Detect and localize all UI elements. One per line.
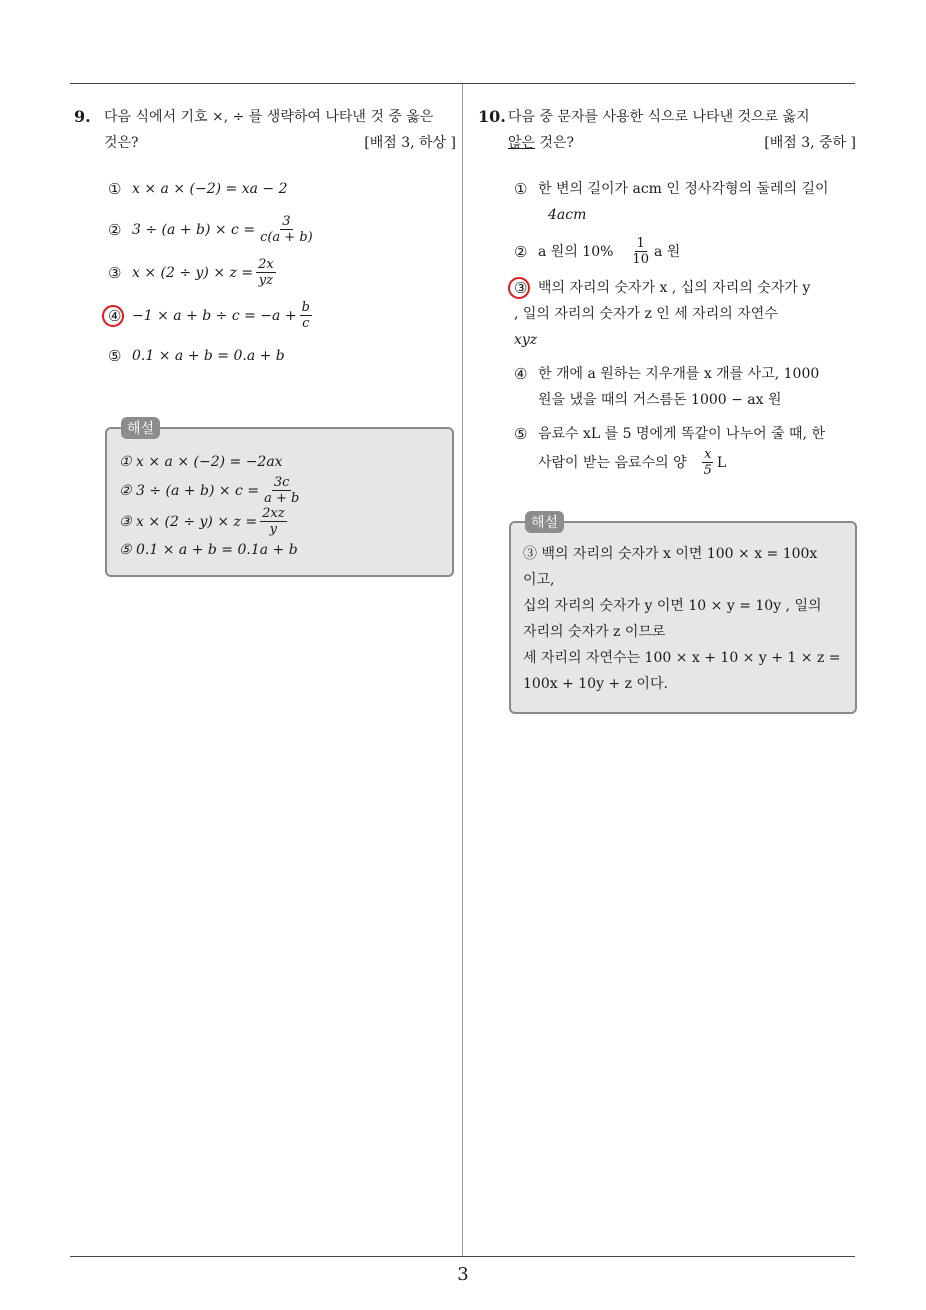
choice-text: xyz xyxy=(514,332,538,348)
solution-line: ⑤ 0.1 × a + b = 0.1a + b xyxy=(119,542,298,558)
solution-box-10 xyxy=(509,515,857,714)
solution-line: 십의 자리의 숫자가 y 이면 10 × y = 10y , 일의 xyxy=(523,598,822,614)
choice-text: 음료수 xL 를 5 명에게 똑같이 나누어 줄 때, 한 xyxy=(538,426,825,442)
choice-number: ④ xyxy=(514,365,528,383)
solution-line: 100x + 10y + z 이다. xyxy=(523,676,668,692)
choice-3[interactable] xyxy=(514,275,856,353)
choice-expression: x × (2 ÷ y) × z = xyxy=(132,264,254,281)
choice-text: 한 개에 a 원하는 지우개를 x 개를 사고, 1000 xyxy=(538,366,820,382)
question-text: 다음 식에서 기호 ×, ÷ 를 생략하여 나타낸 것 중 옳은 xyxy=(104,109,434,125)
choice-expression: −1 × a + b ÷ c = −a + xyxy=(132,307,297,324)
question-10 xyxy=(478,104,856,486)
bottom-rule xyxy=(70,1256,855,1257)
solution-line: 자리의 숫자가 z 이므로 xyxy=(523,624,666,640)
score-label: [배점 3, 하상 ] xyxy=(364,135,456,151)
choice-1[interactable] xyxy=(108,176,456,202)
fraction: $\frac{x}{5}$ xyxy=(703,447,712,478)
answer-circle-mark xyxy=(508,277,530,299)
choice-5[interactable] xyxy=(514,421,856,478)
choice-number: ② xyxy=(108,220,122,239)
fraction: $\frac{3c}{a + b}$ xyxy=(264,475,300,506)
solution-tag: 해설 xyxy=(121,417,160,439)
question-text-cont: 않은 것은? xyxy=(508,135,575,151)
column-divider xyxy=(462,84,463,1256)
choice-4[interactable] xyxy=(514,361,856,413)
solution-line: ① x × a × (−2) = −2ax xyxy=(119,454,283,470)
choice-text: 백의 자리의 숫자가 x , 십의 자리의 숫자가 y xyxy=(538,280,811,296)
choice-number: ② xyxy=(514,242,528,261)
choice-text: 한 변의 길이가 acm 인 정사각형의 둘레의 길이 xyxy=(538,181,829,197)
score-label: [배점 3, 중하 ] xyxy=(764,135,856,151)
choice-text: 4acm xyxy=(548,207,587,223)
solution-line: ② 3 ÷ (a + b) × c = xyxy=(119,482,260,499)
solution-line: 세 자리의 자연수는 100 × x + 10 × y + 1 × z = xyxy=(523,650,841,666)
choice-text: L xyxy=(716,454,727,471)
choice-number: ④ xyxy=(108,306,122,325)
choice-4[interactable] xyxy=(108,300,456,331)
question-text: 다음 중 문자를 사용한 식으로 나타낸 것으로 옳지 xyxy=(508,109,810,125)
choice-expression: x × a × (−2) = xa − 2 xyxy=(132,181,288,197)
choice-text: a 원 xyxy=(653,243,681,260)
choice-3[interactable] xyxy=(108,257,456,288)
choice-expression: 3 ÷ (a + b) × c = xyxy=(132,221,256,238)
choice-number: ① xyxy=(108,180,122,198)
fraction: $\frac{3}{c(a + b)}$ xyxy=(260,214,313,245)
solution-line: ③ x × (2 ÷ y) × z = xyxy=(119,513,258,530)
choice-text: a 원의 10% xyxy=(538,243,614,260)
choice-number: ③ xyxy=(108,263,122,282)
solution-box-9 xyxy=(105,421,454,577)
question-number: 10. xyxy=(478,107,506,126)
question-9 xyxy=(74,104,456,381)
solution-tag: 해설 xyxy=(525,511,564,533)
choice-text: 사람이 받는 음료수의 양 xyxy=(538,454,687,471)
answer-circle-mark xyxy=(102,305,124,327)
choice-expression: 0.1 × a + b = 0.a + b xyxy=(132,348,285,364)
page-number: 3 xyxy=(457,1264,469,1285)
choice-1[interactable] xyxy=(514,176,856,228)
choice-number: ① xyxy=(514,180,528,198)
choice-2[interactable] xyxy=(108,214,456,245)
solution-line: ③ 백의 자리의 숫자가 x 이면 100 × x = 100x xyxy=(523,546,818,562)
question-text-cont: 것은? xyxy=(104,135,139,151)
choice-text: 원을 냈을 때의 거스름돈 1000 − ax 원 xyxy=(538,392,782,408)
choice-text: , 일의 자리의 숫자가 z 인 세 자리의 자연수 xyxy=(514,306,778,322)
fraction: $\frac{2x}{yz}$ xyxy=(258,257,274,288)
choice-number: ⑤ xyxy=(108,347,122,365)
question-number: 9. xyxy=(74,107,91,126)
fraction: $\frac{1}{10}$ xyxy=(632,236,649,267)
fraction: $\frac{b}{c}$ xyxy=(301,300,310,331)
solution-line: 이고, xyxy=(523,572,555,588)
choice-number: ⑤ xyxy=(514,425,528,443)
choice-5[interactable] xyxy=(108,343,456,369)
choice-number: ③ xyxy=(514,279,528,297)
choice-2[interactable] xyxy=(514,236,856,267)
choice-list xyxy=(514,176,856,478)
fraction: $\frac{2xz}{y}$ xyxy=(262,506,285,537)
choice-list xyxy=(108,176,456,369)
